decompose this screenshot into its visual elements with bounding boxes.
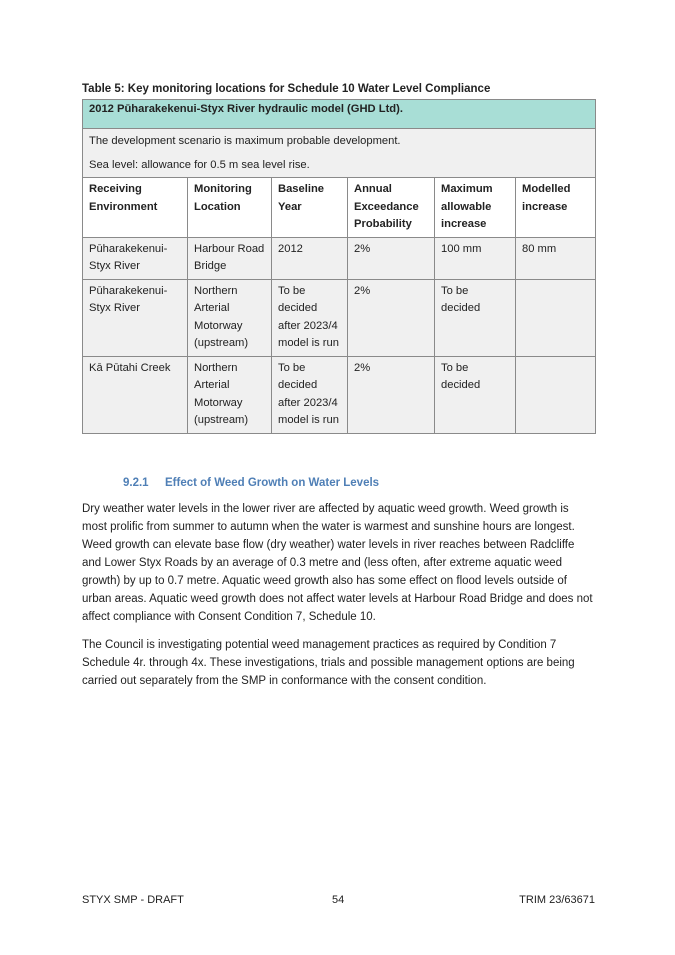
table-cell: 2% xyxy=(348,237,435,279)
scenario-note: The development scenario is maximum probable development. xyxy=(89,135,401,147)
table-cell: Northern Arterial Motorway (upstream) xyxy=(188,356,272,433)
section-heading xyxy=(123,476,379,490)
table-cell: To be decided after 2023/4 model is run xyxy=(272,279,348,356)
column-header: Baseline Year xyxy=(272,178,348,238)
paragraph: The Council is investigating potential weed management practices as required by Condition 7 Schedule 4r. through 4x. These investigations, trials and possible management options are being carried out separately from the SMP in conformance with the consent condition. xyxy=(82,639,575,687)
table-cell: To be decided xyxy=(435,356,516,433)
model-title-cell: 2012 Pūharakekenui-Styx River hydraulic model (GHD Ltd). xyxy=(83,100,596,129)
column-header: Maximum allowable increase xyxy=(435,178,516,238)
table-cell: Kā Pūtahi Creek xyxy=(83,356,188,433)
table-header-row xyxy=(83,178,596,238)
paragraph: Dry weather water levels in the lower river are affected by aquatic weed growth. Weed growth is most prolific from summer to autumn when the water is warmest and sunshine hours are longest. Weed growth can elevate base flow (dry weather) water levels in river reaches between Radcliffe and Lower Styx Roads by an average of 0.3 metre and (less often, after extreme aquatic weed growth) by up to 0.7 metre. Aquatic weed growth also has some effect on flood levels outside of urban areas. Aquatic weed growth does not affect water levels at Harbour Road Bridge and does not affect compliance with Consent Condition 7, Schedule 10. xyxy=(82,503,593,623)
sea-level-note: Sea level: allowance for 0.5 m sea level rise. xyxy=(89,159,310,171)
table-cell xyxy=(516,279,596,356)
table-cell: Pūharakekenui-Styx River xyxy=(83,279,188,356)
table-cell xyxy=(516,356,596,433)
column-header: Modelled increase xyxy=(516,178,596,238)
table-cell: To be decided after 2023/4 model is run xyxy=(272,356,348,433)
table-caption: Table 5: Key monitoring locations for Schedule 10 Water Level Compliance xyxy=(82,83,491,95)
column-header: Receiving Environment xyxy=(83,178,188,238)
table-cell: To be decided xyxy=(435,279,516,356)
section-title: Effect of Weed Growth on Water Levels xyxy=(165,477,380,489)
table-row xyxy=(83,279,596,356)
table-cell: 2% xyxy=(348,279,435,356)
column-header: Monitoring Location xyxy=(188,178,272,238)
section-number: 9.2.1 xyxy=(123,477,149,489)
section-body xyxy=(82,500,595,700)
page-content xyxy=(82,82,595,434)
table-cell: Pūharakekenui-Styx River xyxy=(83,237,188,279)
table-row xyxy=(83,237,596,279)
page-number: 54 xyxy=(332,894,345,906)
table-cell: 80 mm xyxy=(516,237,596,279)
table-cell: 2% xyxy=(348,356,435,433)
table-cell: Northern Arterial Motorway (upstream) xyxy=(188,279,272,356)
footer-document-title: STYX SMP - DRAFT xyxy=(82,894,184,906)
scenario-notes-cell xyxy=(83,129,596,178)
table-cell: 100 mm xyxy=(435,237,516,279)
table-row xyxy=(83,356,596,433)
table-cell: Harbour Road Bridge xyxy=(188,237,272,279)
monitoring-locations-table xyxy=(82,99,596,434)
table-cell: 2012 xyxy=(272,237,348,279)
footer-trim-reference: TRIM 23/63671 xyxy=(519,894,595,906)
column-header: Annual Exceedance Probability xyxy=(348,178,435,238)
